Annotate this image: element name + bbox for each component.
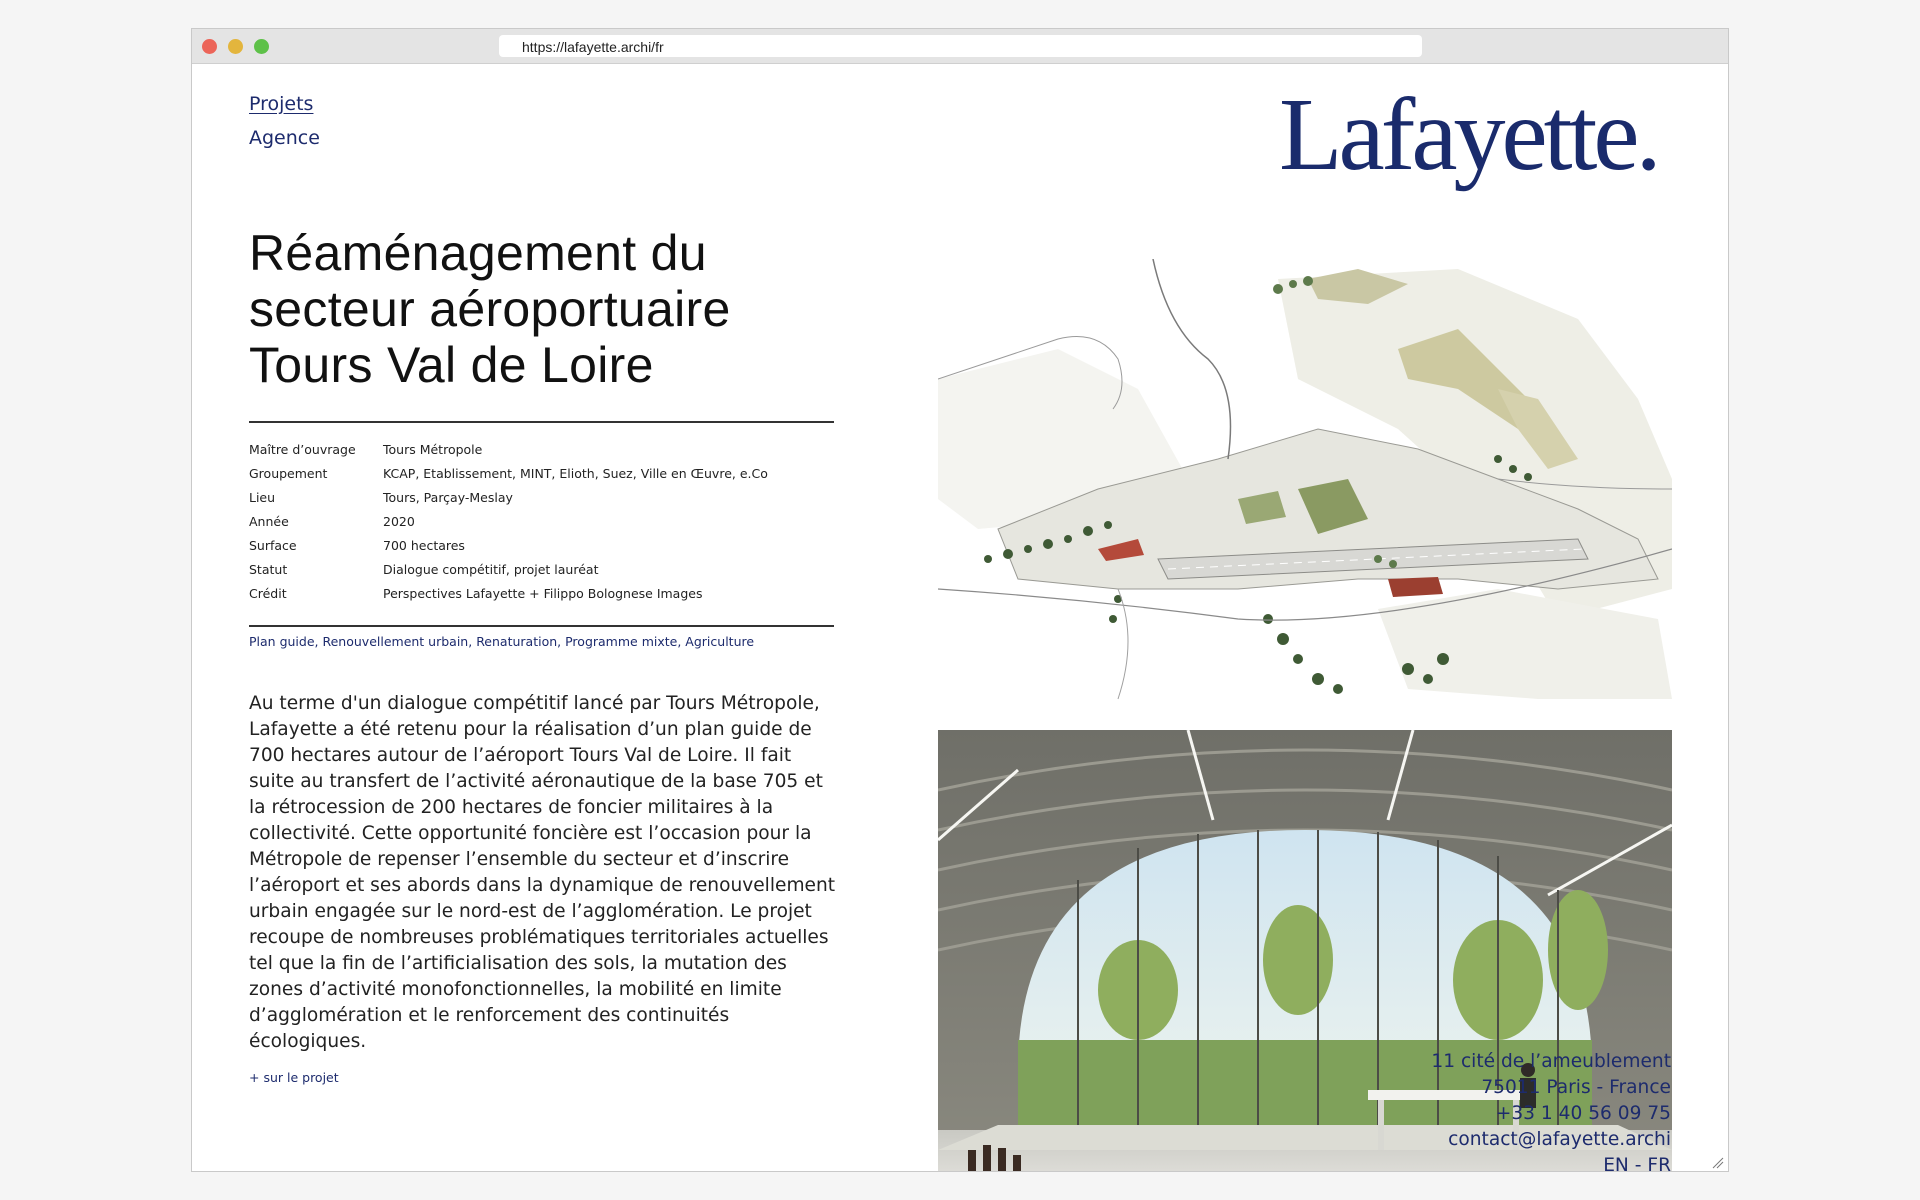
minimize-window-button[interactable] (228, 39, 243, 54)
footer-contact (1431, 1049, 1671, 1172)
nav-agence[interactable]: Agence (249, 127, 320, 149)
divider (249, 625, 834, 627)
spec-value: Dialogue compétitif, projet lauréat (383, 562, 599, 577)
tag-link[interactable]: Renaturation (476, 634, 558, 649)
maximize-window-button[interactable] (254, 39, 269, 54)
tag-link[interactable]: Programme mixte (565, 634, 678, 649)
browser-toolbar (192, 29, 1728, 64)
address-line: 75011 Paris - France (1481, 1077, 1671, 1098)
spec-label: Crédit (249, 586, 287, 601)
spec-label: Groupement (249, 466, 328, 481)
spec-label: Maître d’ouvrage (249, 442, 356, 457)
address-line: 11 cité de l’ameublement (1431, 1051, 1671, 1072)
spec-value: 2020 (383, 514, 415, 529)
spec-row (249, 558, 834, 582)
project-specs (249, 438, 834, 606)
spec-row (249, 438, 834, 462)
spec-value: Perspectives Lafayette + Filippo Bolognese Images (383, 586, 703, 601)
tag-link[interactable]: Plan guide (249, 634, 315, 649)
title-line: Tours Val de Loire (249, 337, 654, 393)
more-about-project-link[interactable]: + sur le projet (249, 1070, 339, 1085)
tag-link[interactable]: Renouvellement urbain (322, 634, 469, 649)
project-tags: Plan guide, Renouvellement urbain, Renaturation, Programme mixte, Agriculture (249, 634, 755, 649)
title-line: secteur aéroportuaire (249, 281, 731, 337)
spec-row (249, 582, 834, 606)
spec-row (249, 510, 834, 534)
project-description: Au terme d'un dialogue compétitif lancé par Tours Métropole, Lafayette a été retenu pour la réalisation d’un plan guide de 700 hectares autour de l’aéroport Tours Val de Loire. Il fait suite au transfert de l’activité aéronautique de la base 705 et la rétrocession de 200 hectares de foncier militaires à la collectivité. Cette opportunité foncière est l’occasion pour la Métropole de repenser l’ensemble du secteur et d’inscrire l’aéroport et ses abords dans la dynamique de renouvellement urbain engagée sur le nord-est de l’agglomération. Le projet recoupe de nombreuses problématiques territoriales actuelles tel que la fin de l’artificialisation des sols, la mutation des zones d’activité monofonctionnelles, la mobilité en limite d’agglomération et le renforcement des continuités écologiques. (249, 693, 836, 1052)
spec-label: Surface (249, 538, 297, 553)
project-title (249, 225, 849, 393)
address-bar[interactable]: https://lafayette.archi/fr (499, 35, 1422, 57)
spec-label: Année (249, 514, 289, 529)
spec-label: Statut (249, 562, 288, 577)
spec-value: KCAP, Etablissement, MINT, Elioth, Suez, Ville en Œuvre, e.Co (383, 466, 768, 481)
masterplan-map-image (938, 259, 1672, 709)
main-nav (249, 87, 320, 155)
browser-window (191, 28, 1729, 1172)
resize-handle-icon[interactable] (1712, 1157, 1724, 1169)
spec-value: 700 hectares (383, 538, 465, 553)
nav-projets[interactable]: Projets (249, 93, 314, 115)
site-logo[interactable]: Lafayette. (1279, 77, 1658, 192)
email-link[interactable]: contact@lafayette.archi (1448, 1129, 1671, 1150)
language-switcher[interactable]: EN - FR (1603, 1155, 1671, 1172)
tag-link[interactable]: Agriculture (685, 634, 755, 649)
divider (249, 421, 834, 423)
phone-link[interactable]: +33 1 40 56 09 75 (1495, 1103, 1671, 1124)
spec-value: Tours Métropole (383, 442, 483, 457)
spec-row (249, 534, 834, 558)
spec-row (249, 486, 834, 510)
title-line: Réaménagement du (249, 225, 707, 281)
spec-row (249, 462, 834, 486)
spec-label: Lieu (249, 490, 276, 505)
page-content (192, 65, 1728, 1172)
close-window-button[interactable] (202, 39, 217, 54)
spec-value: Tours, Parçay-Meslay (383, 490, 513, 505)
